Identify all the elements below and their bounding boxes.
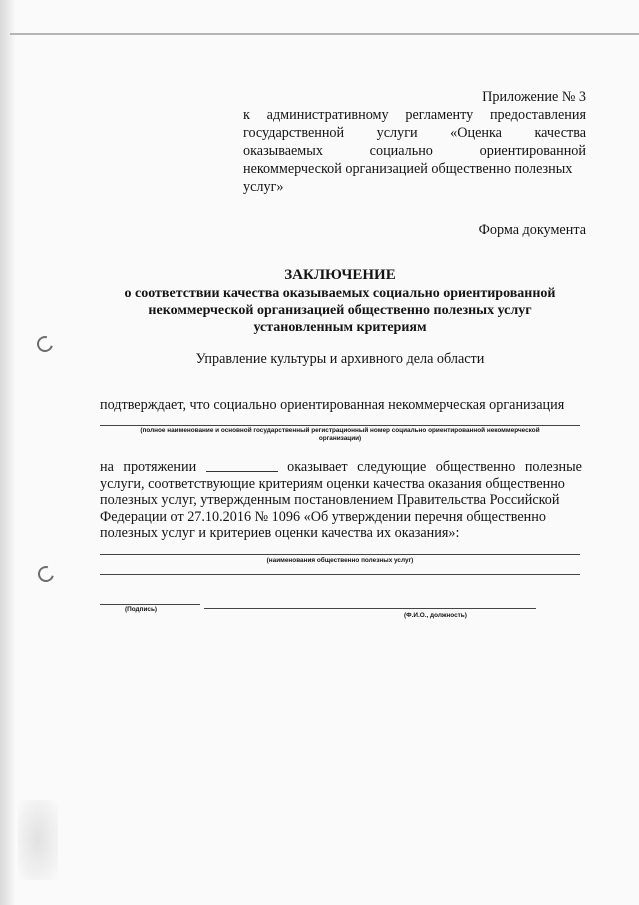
punch-hole-mark xyxy=(35,563,57,585)
body-word: оказывает xyxy=(287,459,348,475)
body-line xyxy=(100,459,582,476)
fio-line xyxy=(204,608,536,609)
body-paragraph xyxy=(100,459,582,542)
document-title xyxy=(60,266,620,336)
title-subline: установленным критериям xyxy=(253,320,427,335)
appendix-line: некоммерческой организацией общественно полезных xyxy=(243,161,573,177)
appendix-word: «Оценка xyxy=(450,125,502,141)
appendix-word: к xyxy=(243,107,250,123)
period-blank xyxy=(206,459,278,472)
appendix-line xyxy=(243,142,586,160)
scan-edge-shadow xyxy=(0,0,16,905)
organization-caption-line: организации) xyxy=(318,435,362,442)
appendix-word: качества xyxy=(534,125,586,141)
appendix-word: регламенту xyxy=(405,107,474,123)
appendix-block xyxy=(243,88,586,196)
services-line xyxy=(100,554,580,555)
appendix-word: предоставления xyxy=(489,107,586,123)
organization-caption xyxy=(100,427,580,443)
organization-name-line xyxy=(100,425,580,426)
issuing-authority: Управление культуры и архивного дела области xyxy=(195,351,485,367)
signature-caption: (Подпись) xyxy=(125,606,157,613)
confirmation-text: подтверждает, что социально ориентированная некоммерческая организация xyxy=(100,397,565,413)
appendix-number: Приложение № 3 xyxy=(482,89,586,105)
appendix-word: административному xyxy=(266,107,389,123)
appendix-word: услуги xyxy=(376,125,418,141)
fio-caption: (Ф.И.О., должность) xyxy=(404,612,467,619)
title-subline: некоммерческой организацией общественно полезных услуг xyxy=(148,303,532,318)
signature-line xyxy=(100,604,200,605)
appendix-word: социально xyxy=(369,143,433,159)
title-subline: о соответствии качества оказываемых социально ориентированной xyxy=(124,286,556,301)
organization-caption-line: (полное наименование и основной государственный регистрационный номер социально ориентированной некоммерческой xyxy=(140,427,540,434)
appendix-line xyxy=(243,106,586,124)
punch-hole-mark xyxy=(34,333,56,355)
body-line: полезных услуг, утвержденным постановлением Правительства Российской xyxy=(100,492,560,508)
title-main: ЗАКЛЮЧЕНИЕ xyxy=(284,267,396,283)
scan-top-border xyxy=(10,33,639,35)
appendix-line xyxy=(243,124,586,142)
services-line xyxy=(100,574,580,575)
appendix-line: услуг» xyxy=(243,179,284,195)
body-word: на xyxy=(100,459,114,475)
body-word: полезные xyxy=(524,459,582,475)
body-line: услуги, соответствующие критериям оценки качества оказания общественно xyxy=(100,475,565,492)
scan-smudge xyxy=(18,800,58,880)
body-line: полезных услуг и критериев оценки качества их оказания»: xyxy=(100,525,460,541)
appendix-word: ориентированной xyxy=(479,143,586,159)
body-word: следующие xyxy=(357,459,427,475)
body-word: протяжении xyxy=(123,459,197,475)
body-word: общественно xyxy=(435,459,516,475)
appendix-word: государственной xyxy=(243,125,345,141)
form-label: Форма документа xyxy=(478,222,586,238)
body-line: Федерации от 27.10.2016 № 1096 «Об утверждении перечня общественно xyxy=(100,508,546,525)
appendix-word: оказываемых xyxy=(243,143,323,159)
services-caption: (наименования общественно полезных услуг) xyxy=(266,557,414,564)
